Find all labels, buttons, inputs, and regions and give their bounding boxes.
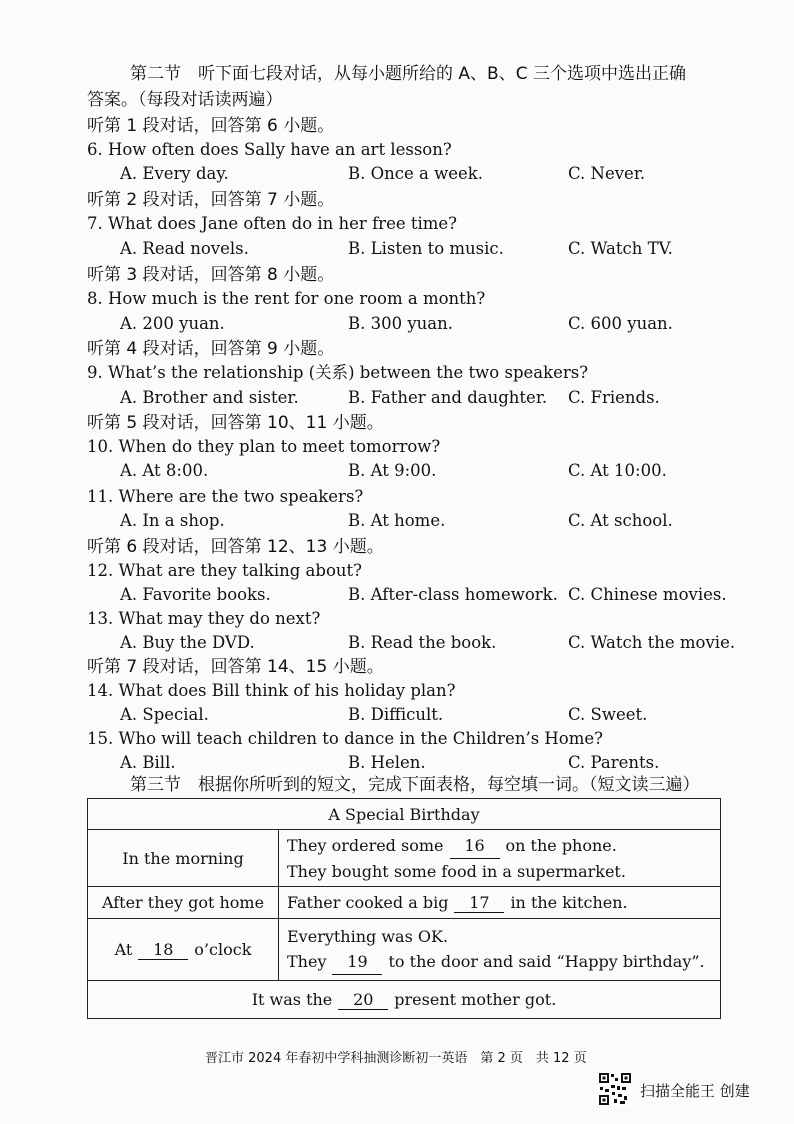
q7-option-a[interactable]: A. Read novels. xyxy=(120,239,249,258)
dialog-intro-7: 听第 7 段对话，回答第 14、15 小题。 xyxy=(87,657,384,677)
dialog-intro-2: 听第 2 段对话，回答第 7 小题。 xyxy=(87,190,335,210)
row-summary xyxy=(88,981,721,1019)
q10-option-c[interactable]: C. At 10:00. xyxy=(568,461,667,480)
row-label-time xyxy=(88,919,279,981)
text: At xyxy=(114,939,133,959)
text: o’clock xyxy=(194,939,252,959)
text: They bought some food in a supermarket. xyxy=(287,861,626,881)
blank-20[interactable]: 20 xyxy=(338,990,388,1010)
q9-option-b[interactable]: B. Father and daughter. xyxy=(348,388,548,407)
q13-option-a[interactable]: A. Buy the DVD. xyxy=(120,633,255,652)
q13-option-b[interactable]: B. Read the book. xyxy=(348,633,497,652)
q9-option-c[interactable]: C. Friends. xyxy=(568,388,660,407)
question-13: 13. What may they do next? xyxy=(87,609,321,628)
table-row xyxy=(88,887,721,919)
q6-option-c[interactable]: C. Never. xyxy=(568,164,646,183)
table-row xyxy=(88,919,721,981)
text: to the door and said “Happy birthday”. xyxy=(388,952,705,971)
text: They xyxy=(287,952,327,971)
row-content-time xyxy=(279,919,721,981)
dialog-intro-1: 听第 1 段对话，回答第 6 小题。 xyxy=(87,116,335,136)
table-row xyxy=(88,981,721,1019)
question-10: 10. When do they plan to meet tomorrow? xyxy=(87,437,441,456)
q11-option-c[interactable]: C. At school. xyxy=(568,511,673,530)
q12-option-b[interactable]: B. After-class homework. xyxy=(348,585,558,604)
text: in the kitchen. xyxy=(510,892,628,912)
q11-option-a[interactable]: A. In a shop. xyxy=(120,511,225,530)
q13-option-c[interactable]: C. Watch the movie. xyxy=(568,633,736,652)
question-12: 12. What are they talking about? xyxy=(87,561,362,580)
q10-option-a[interactable]: A. At 8:00. xyxy=(120,461,209,480)
table-row xyxy=(88,830,721,887)
section2-title: 第二节 听下面七段对话，从每小题所给的 A、B、C 三个选项中选出正确 xyxy=(130,64,686,84)
section2-title-cont: 答案。（每段对话读两遍） xyxy=(87,90,283,110)
q7-option-b[interactable]: B. Listen to music. xyxy=(348,239,504,258)
row-label-morning: In the morning xyxy=(88,830,279,887)
text: on the phone. xyxy=(505,835,617,855)
text: It was the xyxy=(251,989,333,1009)
q14-option-c[interactable]: C. Sweet. xyxy=(568,705,648,724)
question-6: 6. How often does Sally have an art lesson? xyxy=(87,140,452,159)
page-footer: 晋江市 2024 年春初中学科抽测诊断初一英语 第 2 页 共 12 页 xyxy=(205,1051,587,1066)
q8-option-a[interactable]: A. 200 yuan. xyxy=(120,314,225,333)
row-content-after-home xyxy=(279,887,721,919)
blank-17[interactable]: 17 xyxy=(454,893,504,913)
question-11: 11. Where are the two speakers? xyxy=(87,487,364,506)
dialog-intro-5: 听第 5 段对话，回答第 10、11 小题。 xyxy=(87,413,384,433)
text: Father cooked a big xyxy=(287,892,449,912)
q12-option-a[interactable]: A. Favorite books. xyxy=(120,585,271,604)
q7-option-c[interactable]: C. Watch TV. xyxy=(568,239,673,258)
dialog-intro-6: 听第 6 段对话，回答第 12、13 小题。 xyxy=(87,537,384,557)
row-label-after-home: After they got home xyxy=(88,887,279,919)
q11-option-b[interactable]: B. At home. xyxy=(348,511,446,530)
q8-option-b[interactable]: B. 300 yuan. xyxy=(348,314,454,333)
question-15: 15. Who will teach children to dance in the Children’s Home? xyxy=(87,729,603,748)
blank-16[interactable]: 16 xyxy=(450,833,500,859)
text: present mother got. xyxy=(394,989,557,1009)
row-content-morning xyxy=(279,830,721,887)
text: Everything was OK. xyxy=(287,927,449,946)
qr-code-icon xyxy=(598,1072,632,1106)
q15-option-c[interactable]: C. Parents. xyxy=(568,753,660,772)
table-heading-row xyxy=(88,799,721,830)
q6-option-a[interactable]: A. Every day. xyxy=(120,164,229,183)
birthday-table xyxy=(87,798,721,1019)
q14-option-a[interactable]: A. Special. xyxy=(120,705,209,724)
q12-option-c[interactable]: C. Chinese movies. xyxy=(568,585,727,604)
dialog-intro-4: 听第 4 段对话，回答第 9 小题。 xyxy=(87,339,335,359)
q9-option-a[interactable]: A. Brother and sister. xyxy=(120,388,299,407)
q8-option-c[interactable]: C. 600 yuan. xyxy=(568,314,673,333)
question-9: 9. What’s the relationship (关系) between the two speakers? xyxy=(87,363,589,382)
question-14: 14. What does Bill think of his holiday plan? xyxy=(87,681,456,700)
scanner-watermark: 扫描全能王 创建 xyxy=(640,1082,750,1100)
dialog-intro-3: 听第 3 段对话，回答第 8 小题。 xyxy=(87,265,335,285)
table-heading: A Special Birthday xyxy=(88,799,721,830)
q10-option-b[interactable]: B. At 9:00. xyxy=(348,461,437,480)
blank-19[interactable]: 19 xyxy=(332,949,382,975)
text: They ordered some xyxy=(287,835,444,855)
section3-title: 第三节 根据你所听到的短文，完成下面表格，每空填一词。（短文读三遍） xyxy=(130,775,700,795)
q15-option-b[interactable]: B. Helen. xyxy=(348,753,426,772)
q15-option-a[interactable]: A. Bill. xyxy=(120,753,176,772)
blank-18[interactable]: 18 xyxy=(138,940,188,960)
question-8: 8. How much is the rent for one room a month? xyxy=(87,289,486,308)
q14-option-b[interactable]: B. Difficult. xyxy=(348,705,444,724)
q6-option-b[interactable]: B. Once a week. xyxy=(348,164,483,183)
question-7: 7. What does Jane often do in her free time? xyxy=(87,214,458,233)
